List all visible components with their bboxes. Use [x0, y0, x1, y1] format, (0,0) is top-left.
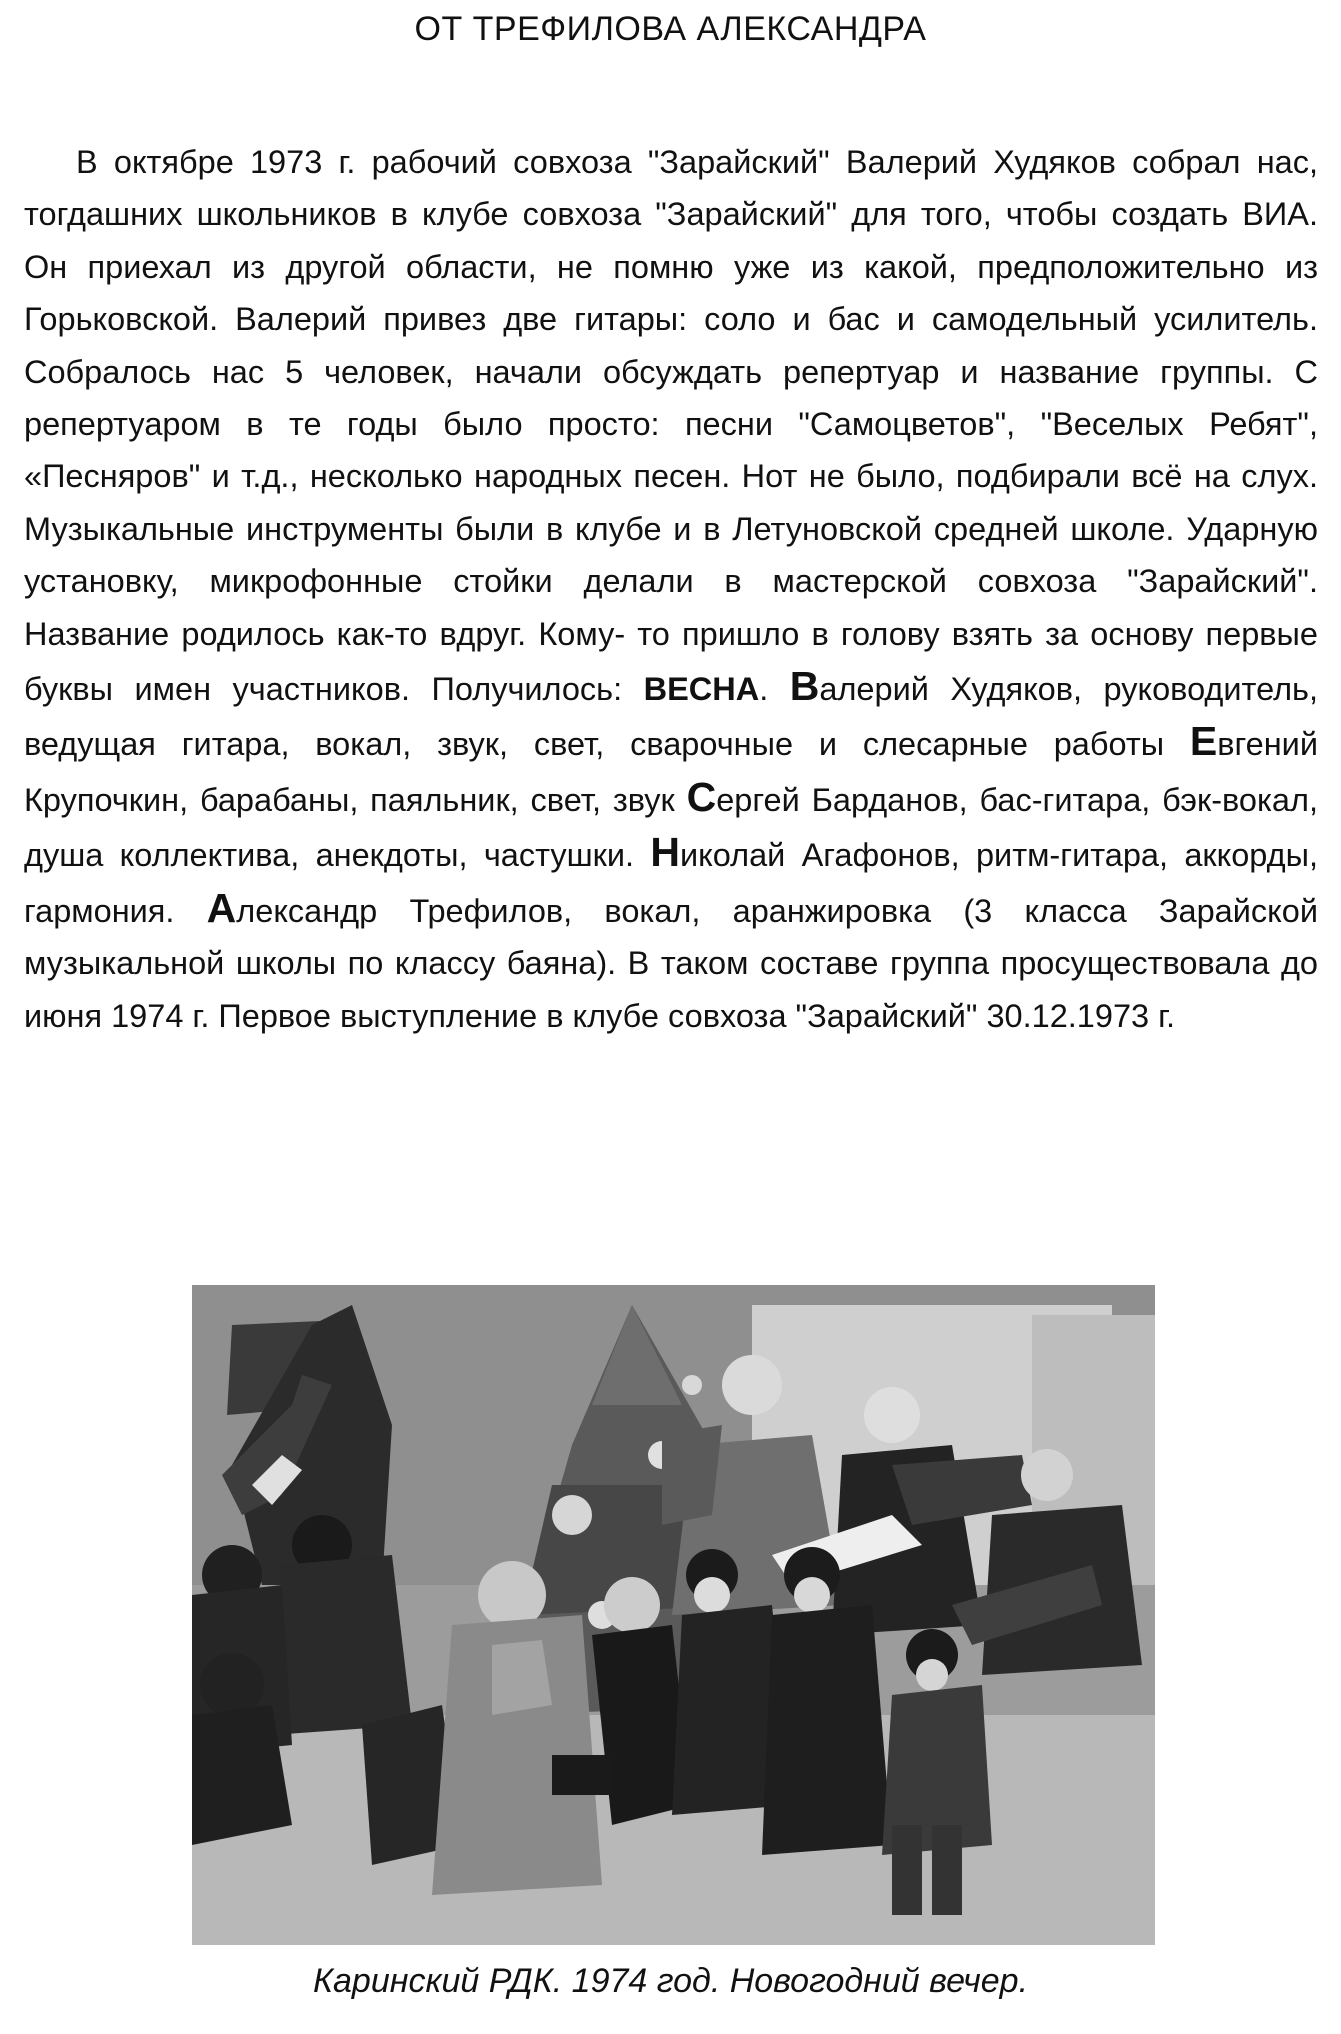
band-photo-illustration: [192, 1285, 1155, 1945]
band-name: ВЕСНА: [643, 671, 760, 708]
member-description: алерий Худяков, руководитель, ведущая гитара, вокал, звук, свет, сварочные и слесарные работы: [24, 671, 1318, 763]
band-name-separator: .: [759, 671, 790, 708]
member-initial: Е: [1189, 718, 1218, 765]
page-title: ОТ ТРЕФИЛОВА АЛЕКСАНДРА: [414, 10, 927, 48]
member-initial: А: [206, 884, 237, 931]
member-description: вгений Крупочкин, барабаны, паяльник, свет, звук: [24, 726, 1318, 818]
article-body: [24, 136, 1318, 1042]
member-description: лександр Трефилов, вокал, аранжировка (3 класса Зарайской музыкальной школы по классу баяна). В таком составе группа просуществовала до июня 1974 г. Первое выступление в клубе совхоза "Зарайский" 30.12.1973 г.: [24, 892, 1318, 1034]
photo-caption: Каринский РДК. 1974 год. Новогодний вечер.: [312, 1962, 1029, 2000]
member-initial: С: [686, 773, 717, 820]
member-initial: Н: [650, 829, 680, 876]
intro-text: В октябре 1973 г. рабочий совхоза "Зарайский" Валерий Худяков собрал нас, тогдашних школьников в клубе совхоза "Зарайский" для того, чтобы создать ВИА. Он приехал из другой области, не помню уже из какой, предположительно из Горьковской. Валерий привез две гитары: соло и бас и самодельный усилитель. Собралось нас 5 человек, начали обсуждать репертуар и название группы. С репертуаром в те годы было просто: песни "Самоцветов", "Веселых Ребят", «Песняров" и т.д., несколько народных песен. Нот не было, подбирали всё на слух. Музыкальные инструменты были в клубе и в Летуновской средней школе. Ударную установку, микрофонные стойки делали в мастерской совхоза "Зарайский". Название родилось как-то вдруг. Кому- то пришло в голову взять за основу первые буквы имен участников. Получилось:: [24, 144, 1318, 708]
member-description: иколай Агафонов, ритм-гитара, аккорды, гармония.: [24, 837, 1318, 929]
member-initial: В: [789, 663, 820, 710]
member-description: ергей Барданов, бас-гитара, бэк-вокал, душа коллектива, анекдоты, частушки.: [24, 781, 1318, 874]
article-paragraph: [24, 136, 1318, 1042]
band-photo: [192, 1285, 1155, 1945]
